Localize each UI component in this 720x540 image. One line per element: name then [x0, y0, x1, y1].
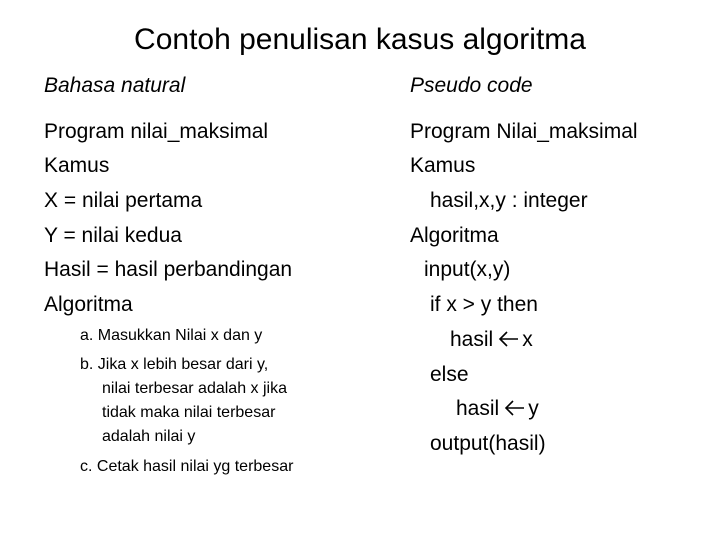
left-column-header: Bahasa natural: [44, 74, 186, 97]
pseudo-line-if: if x > y then: [430, 293, 538, 316]
natural-step-a: a. Masukkan Nilai x dan y: [80, 327, 263, 344]
pseudo-line-assign-y: [456, 395, 539, 423]
assign-value-y: y: [528, 397, 539, 420]
slide-title: Contoh penulisan kasus algoritma: [134, 23, 586, 56]
natural-step-b-cont-2: tidak maka nilai terbesar: [102, 404, 276, 421]
natural-step-b-cont-1: nilai terbesar adalah x jika: [102, 380, 287, 397]
right-column-header: Pseudo code: [410, 74, 533, 97]
natural-step-b-cont-3: adalah nilai y: [102, 428, 196, 445]
assign-value-x: x: [522, 328, 533, 351]
natural-line-x: X = nilai pertama: [44, 189, 203, 212]
pseudo-line-output: output(hasil): [430, 432, 546, 455]
left-arrow-icon: [497, 329, 519, 349]
pseudo-line-input: input(x,y): [424, 258, 511, 281]
natural-line-algoritma: Algoritma: [44, 293, 133, 316]
natural-line-y: Y = nilai kedua: [44, 224, 182, 247]
pseudo-line-assign-x: [450, 326, 533, 354]
pseudo-line-program: Program Nilai_maksimal: [410, 120, 638, 143]
assign-target-hasil: hasil: [450, 328, 494, 351]
pseudo-line-declaration: hasil,x,y : integer: [430, 189, 588, 212]
pseudo-line-algoritma: Algoritma: [410, 224, 499, 247]
assign-target-hasil: hasil: [456, 397, 500, 420]
natural-line-program: Program nilai_maksimal: [44, 120, 269, 143]
natural-line-kamus: Kamus: [44, 154, 110, 177]
left-arrow-icon: [503, 398, 525, 418]
pseudo-line-else: else: [430, 363, 469, 386]
natural-step-b: b. Jika x lebih besar dari y,: [80, 356, 269, 373]
pseudo-line-kamus: Kamus: [410, 154, 476, 177]
natural-line-hasil: Hasil = hasil perbandingan: [44, 258, 293, 281]
natural-step-c: c. Cetak hasil nilai yg terbesar: [80, 458, 294, 475]
